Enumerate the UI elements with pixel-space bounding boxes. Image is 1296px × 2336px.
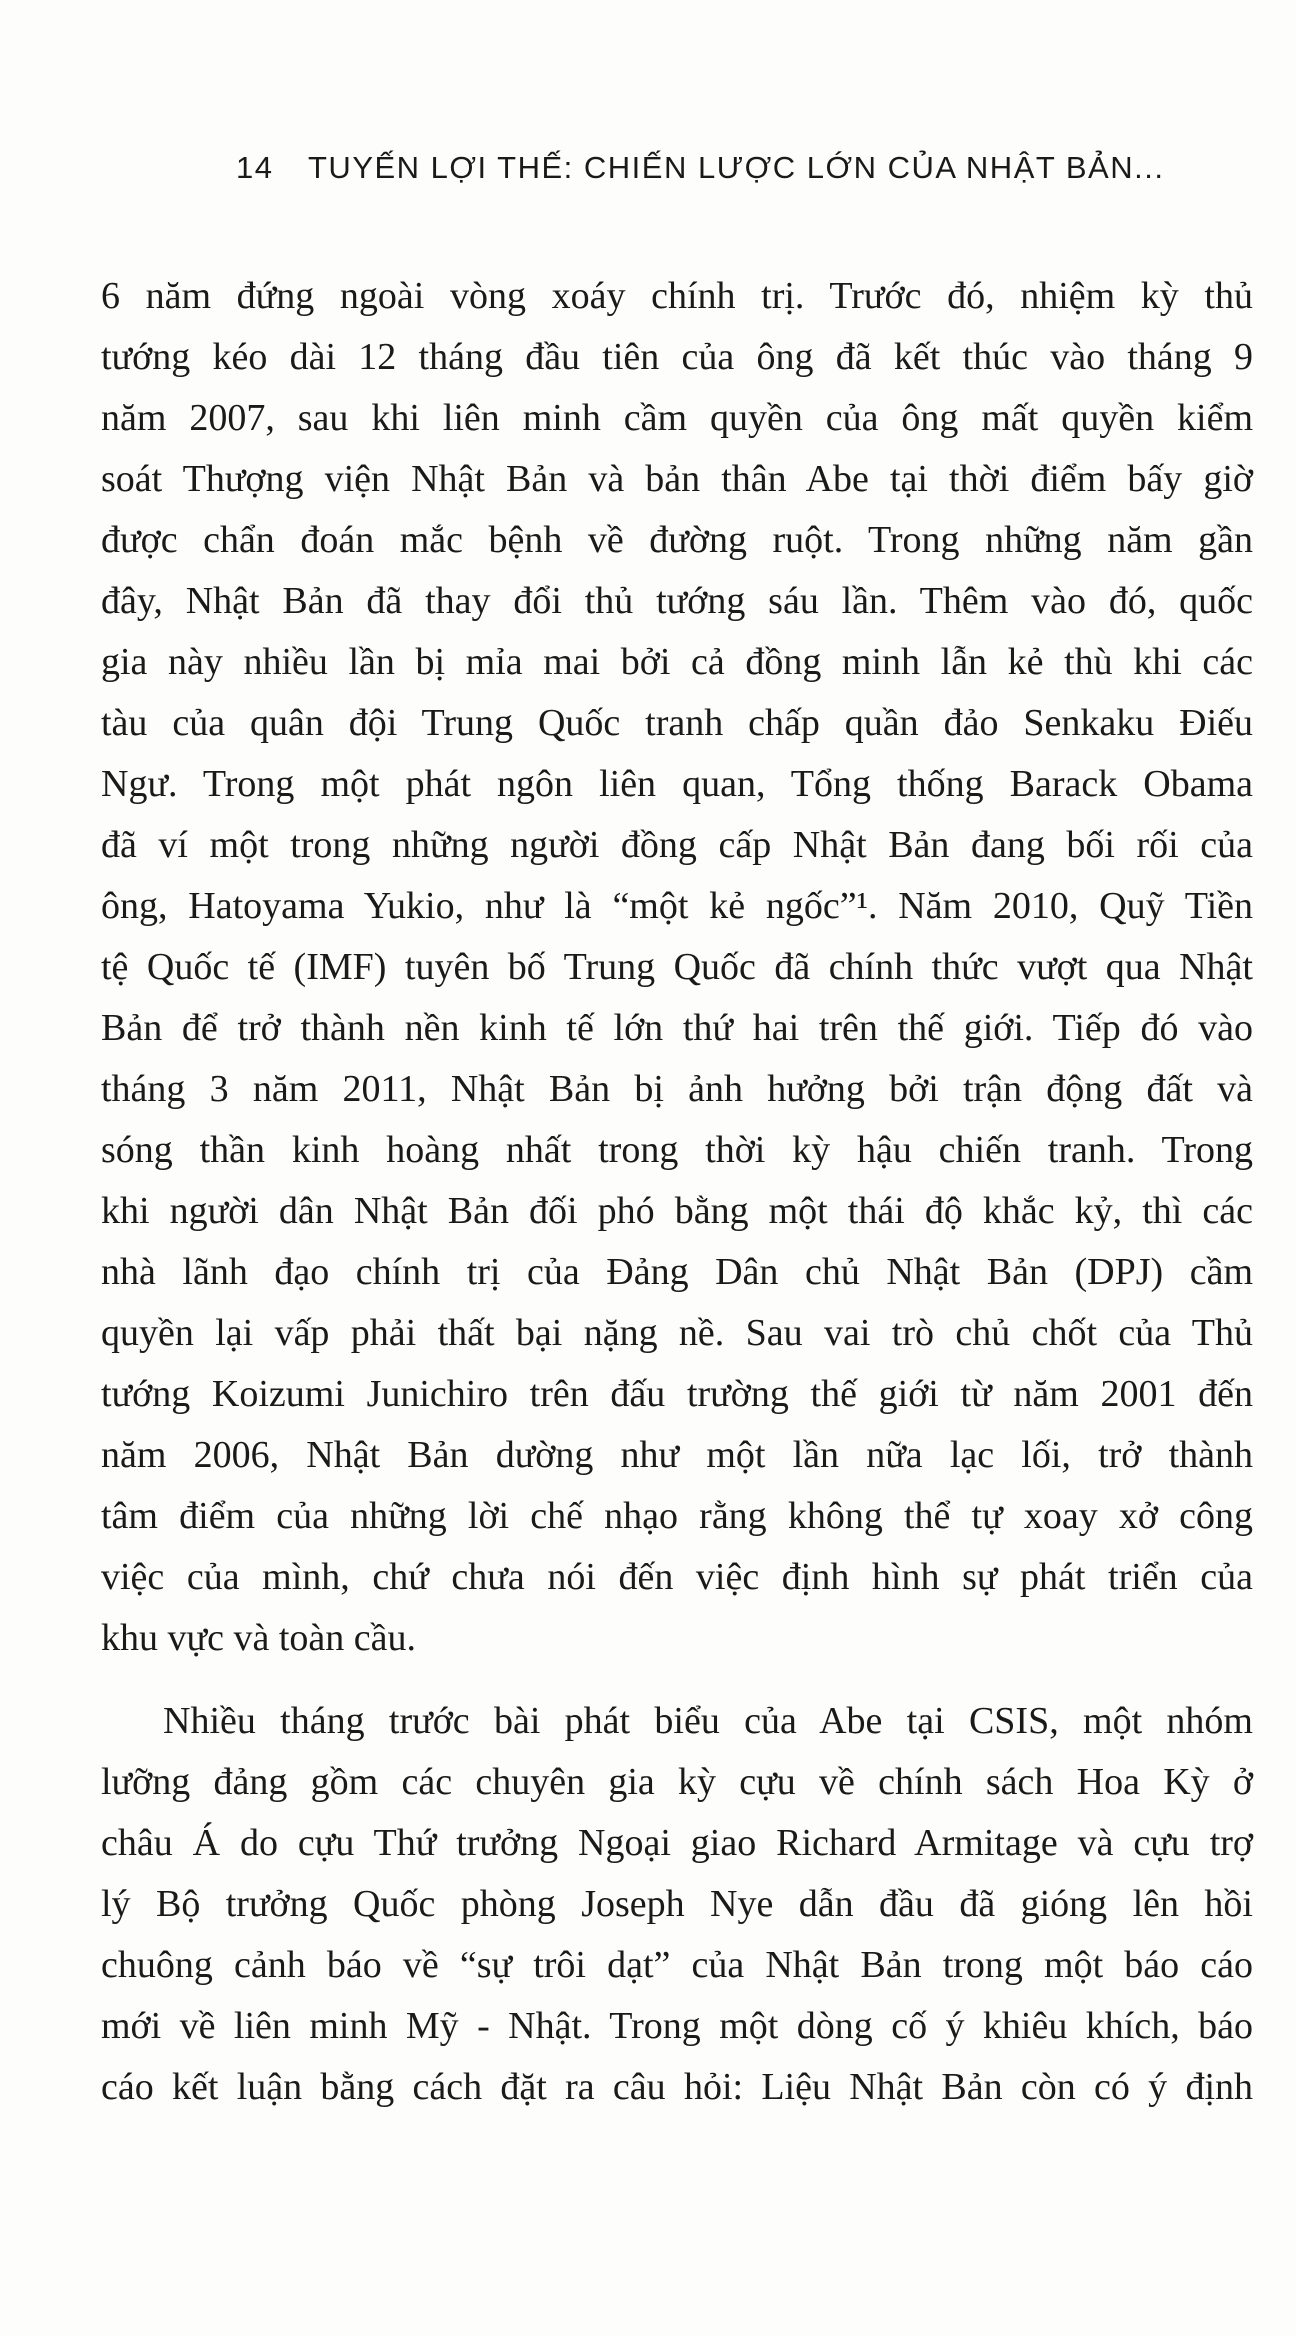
text-line: nhà lãnh đạo chính trị của Đảng Dân chủ Nhật Bản (DPJ) cầm <box>101 1251 1253 1293</box>
text-line: việc của mình, chứ chưa nói đến việc định hình sự phát triển của <box>101 1556 1253 1598</box>
text-line: khi người dân Nhật Bản đối phó bằng một thái độ khắc kỷ, thì các <box>101 1190 1253 1232</box>
paragraph-1 <box>101 266 1253 1669</box>
text-line: lưỡng đảng gồm các chuyên gia kỳ cựu về chính sách Hoa Kỳ ở <box>101 1761 1253 1803</box>
text-line: chuông cảnh báo về “sự trôi dạt” của Nhật Bản trong một báo cáo <box>101 1944 1253 1986</box>
body-text <box>101 266 1253 2118</box>
text-line: mới về liên minh Mỹ - Nhật. Trong một dòng cố ý khiêu khích, báo <box>101 2005 1253 2047</box>
text-line: Nhiều tháng trước bài phát biểu của Abe tại CSIS, một nhóm <box>163 1700 1253 1742</box>
text-line: châu Á do cựu Thứ trưởng Ngoại giao Richard Armitage và cựu trợ <box>101 1822 1253 1864</box>
text-line: tệ Quốc tế (IMF) tuyên bố Trung Quốc đã chính thức vượt qua Nhật <box>101 946 1253 988</box>
text-line: sóng thần kinh hoàng nhất trong thời kỳ hậu chiến tranh. Trong <box>101 1129 1253 1171</box>
text-line: lý Bộ trưởng Quốc phòng Joseph Nye dẫn đầu đã gióng lên hồi <box>101 1883 1253 1925</box>
running-title: TUYẾN LỢI THẾ: CHIẾN LƯỢC LỚN CỦA NHẬT BẢN... <box>308 150 1165 185</box>
page-number: 14 <box>236 150 274 185</box>
text-line: đã ví một trong những người đồng cấp Nhật Bản đang bối rối của <box>101 824 1253 866</box>
text-line: tâm điểm của những lời chế nhạo rằng không thể tự xoay xở công <box>101 1495 1253 1537</box>
text-line: Ngư. Trong một phát ngôn liên quan, Tổng thống Barack Obama <box>101 763 1253 805</box>
text-line: khu vực và toàn cầu. <box>101 1617 416 1659</box>
text-line: soát Thượng viện Nhật Bản và bản thân Abe tại thời điểm bấy giờ <box>101 458 1253 500</box>
text-line: 6 năm đứng ngoài vòng xoáy chính trị. Trước đó, nhiệm kỳ thủ <box>101 275 1253 317</box>
text-line: tướng Koizumi Junichiro trên đấu trường thế giới từ năm 2001 đến <box>101 1373 1253 1415</box>
text-line: quyền lại vấp phải thất bại nặng nề. Sau vai trò chủ chốt của Thủ <box>101 1312 1253 1354</box>
running-header <box>236 150 1165 200</box>
paragraph-2 <box>101 1691 1253 2118</box>
text-line: năm 2007, sau khi liên minh cầm quyền của ông mất quyền kiểm <box>101 397 1253 439</box>
text-line: đây, Nhật Bản đã thay đổi thủ tướng sáu lần. Thêm vào đó, quốc <box>101 580 1253 622</box>
text-line: cáo kết luận bằng cách đặt ra câu hỏi: Liệu Nhật Bản còn có ý định <box>101 2066 1253 2108</box>
text-line: tháng 3 năm 2011, Nhật Bản bị ảnh hưởng bởi trận động đất và <box>101 1068 1253 1110</box>
text-line: gia này nhiều lần bị mỉa mai bởi cả đồng minh lẫn kẻ thù khi các <box>101 641 1253 683</box>
text-line: Bản để trở thành nền kinh tế lớn thứ hai trên thế giới. Tiếp đó vào <box>101 1007 1253 1049</box>
text-line: tàu của quân đội Trung Quốc tranh chấp quần đảo Senkaku Điếu <box>101 702 1253 744</box>
text-line: ông, Hatoyama Yukio, như là “một kẻ ngốc”¹. Năm 2010, Quỹ Tiền <box>101 885 1253 927</box>
text-line: năm 2006, Nhật Bản dường như một lần nữa lạc lối, trở thành <box>101 1434 1253 1476</box>
text-line: được chẩn đoán mắc bệnh về đường ruột. Trong những năm gần <box>101 519 1253 561</box>
text-line: tướng kéo dài 12 tháng đầu tiên của ông đã kết thúc vào tháng 9 <box>101 336 1253 378</box>
